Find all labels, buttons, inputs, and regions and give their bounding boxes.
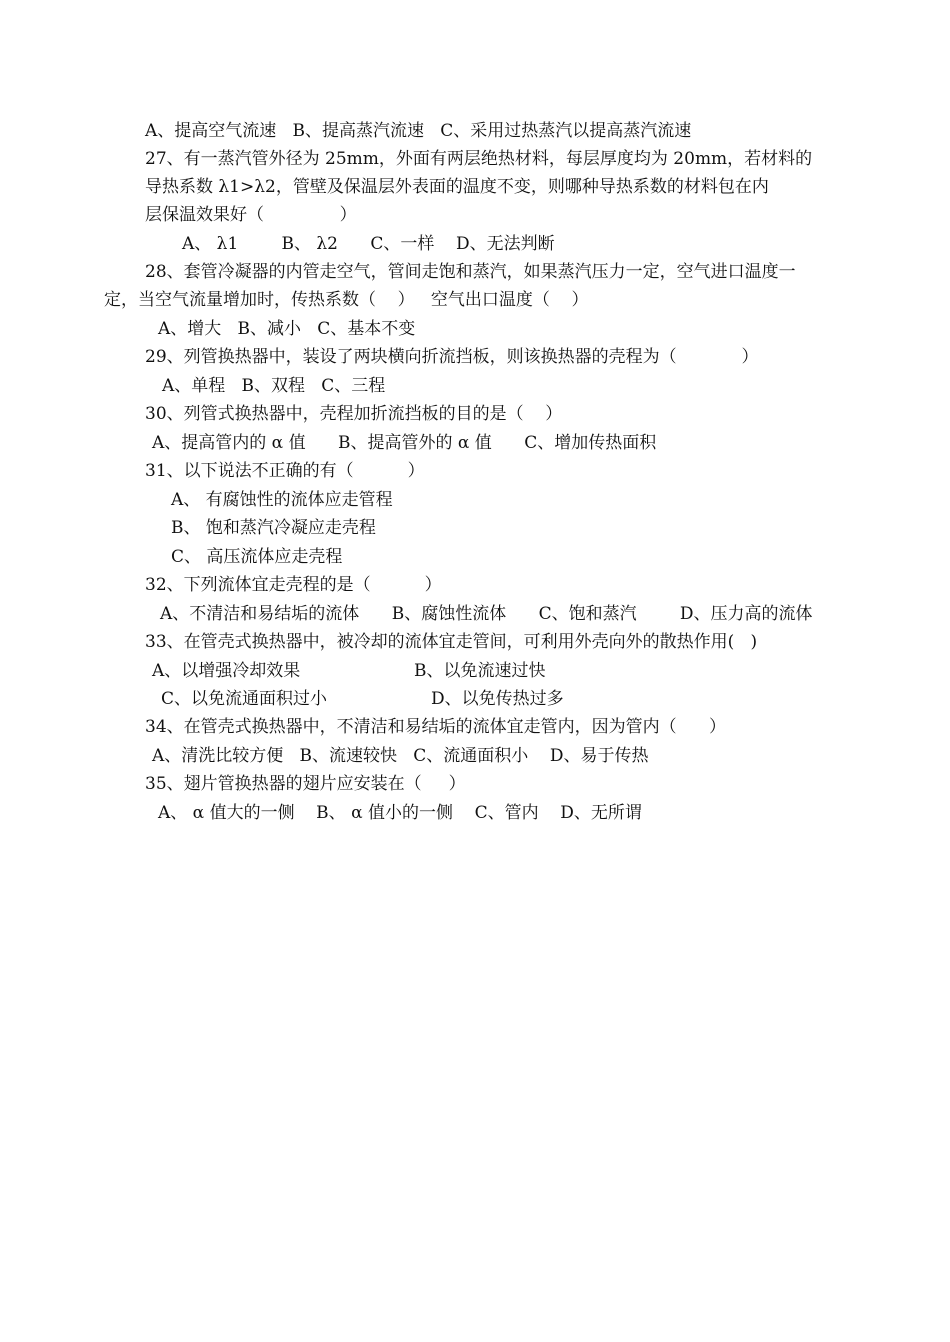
q33-option-c: C、以免流通面积过小: [161, 689, 328, 709]
q26-options: A、提高空气流速 B、提高蒸汽流速 C、采用过热蒸汽以提高蒸汽流速: [145, 121, 692, 141]
q27-text-line2: 导热系数 λ1>λ2，管壁及保温层外表面的温度不变，则哪种导热系数的材料包在内: [145, 177, 769, 197]
q29-options: A、单程 B、双程 C、三程: [162, 376, 386, 396]
q34-options: A、清洗比较方便 B、流速较快 C、流通面积小 D、易于传热: [152, 746, 649, 766]
q27-options: A、 λ1 B、 λ2 C、一样 D、无法判断: [182, 234, 555, 254]
q31-option-a: A、 有腐蚀性的流体应走管程: [171, 490, 393, 510]
q28-options: A、增大 B、减小 C、基本不变: [158, 319, 416, 339]
q32-text: 32、下列流体宜走壳程的是（ ）: [145, 575, 442, 595]
q32-options: A、不清洁和易结垢的流体 B、腐蚀性流体 C、饱和蒸汽 D、压力高的流体: [160, 604, 813, 624]
q31-option-c: C、 高压流体应走壳程: [171, 547, 343, 567]
q33-option-b: B、以免流速过快: [414, 661, 546, 681]
q30-text: 30、列管式换热器中，壳程加折流挡板的目的是（ ）: [145, 404, 563, 424]
q28-text-line2: 定，当空气流量增加时，传热系数（ ） 空气出口温度（ ）: [104, 290, 589, 310]
q34-text: 34、在管壳式换热器中，不清洁和易结垢的流体宜走管内，因为管内（ ）: [145, 717, 727, 737]
q33-option-a: A、以增强冷却效果: [152, 661, 301, 681]
q35-text: 35、翅片管换热器的翅片应安装在（ ）: [145, 774, 466, 794]
q33-option-d: D、以免传热过多: [431, 689, 564, 709]
q31-text: 31、以下说法不正确的有（ ）: [145, 461, 425, 481]
q35-options: A、 α 值大的一侧 B、 α 值小的一侧 C、管内 D、无所谓: [158, 803, 642, 823]
q27-text-line3: 层保温效果好（ ）: [145, 205, 357, 225]
q33-text: 33、在管壳式换热器中，被冷却的流体宜走管间，可利用外壳向外的散热作用( ): [145, 632, 758, 652]
q29-text: 29、列管换热器中，装设了两块横向折流挡板，则该换热器的壳程为（ ）: [145, 347, 759, 367]
q31-option-b: B、 饱和蒸汽冷凝应走壳程: [171, 518, 376, 538]
q28-text-line1: 28、套管冷凝器的内管走空气，管间走饱和蒸汽，如果蒸汽压力一定，空气进口温度一: [145, 262, 796, 282]
q27-text-line1: 27、有一蒸汽管外径为 25mm，外面有两层绝热材料，每层厚度均为 20mm，若材料的: [145, 149, 813, 169]
q30-options: A、提高管内的 α 值 B、提高管外的 α 值 C、增加传热面积: [152, 433, 657, 453]
